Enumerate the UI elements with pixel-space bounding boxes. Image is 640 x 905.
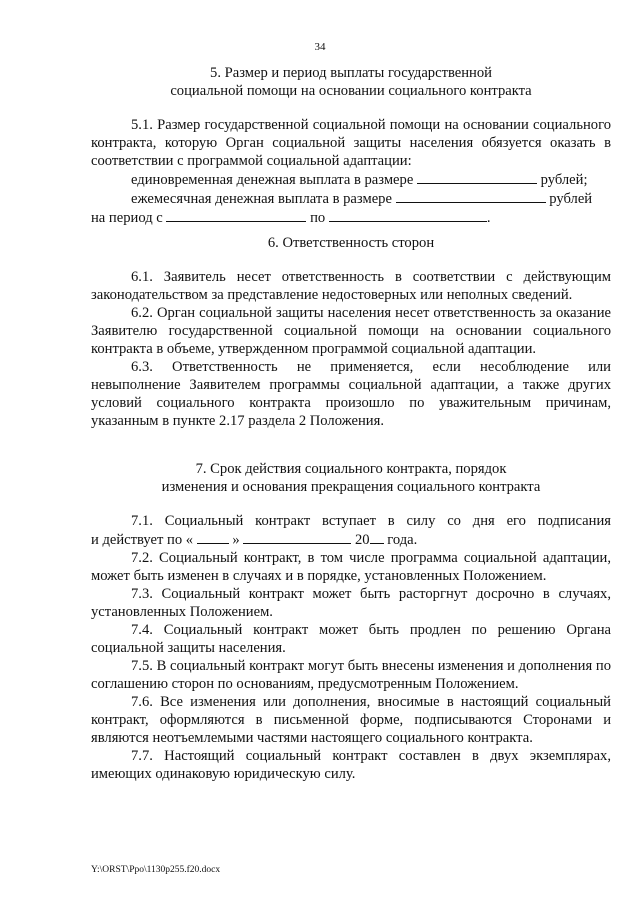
paragraph-7-1-line-2	[91, 530, 611, 549]
monthly-payment-line	[91, 189, 611, 208]
section-7-body	[91, 512, 611, 783]
contract-year-blank	[370, 530, 384, 544]
contract-date-suffix: года.	[387, 532, 418, 548]
section-7-title-line-2: изменения и основания прекращения социального контракта	[161, 479, 541, 495]
section-7-title-line-1: 7. Срок действия социального контракта, порядок	[195, 461, 507, 477]
section-6-title: 6. Ответственность сторон	[267, 235, 435, 251]
contract-day-blank	[197, 530, 229, 544]
paragraph-6-2: 6.2. Орган социальной защиты населения несет ответственность за оказание Заявителю государственной социальной помощи на основании социального контракта в объеме, утвержденном программой социальной адаптации.	[91, 305, 611, 357]
section-5-title-line-1: 5. Размер и период выплаты государственной	[210, 65, 492, 81]
monthly-payment-blank	[396, 189, 546, 203]
paragraph-7-3: 7.3. Социальный контракт может быть расторгнут досрочно в случаях, установленных Положением.	[91, 586, 611, 620]
page-number: 34	[314, 41, 326, 53]
period-from-blank	[166, 208, 306, 222]
paragraph-7-2: 7.2. Социальный контракт, в том числе программа социальной адаптации, может быть изменен в случаях и в порядке, установленных Положением.	[91, 550, 611, 584]
period-to-label: по	[310, 210, 326, 226]
contract-year-prefix: 20	[355, 532, 370, 548]
one-time-payment-label: единовременная денежная выплата в размере	[131, 172, 414, 188]
period-from-label: на период с	[91, 210, 163, 226]
section-5-title-line-2: социальной помощи на основании социального контракта	[170, 83, 532, 99]
period-to-blank	[329, 208, 487, 222]
contract-date-prefix: и действует по «	[91, 532, 194, 548]
monthly-payment-label: ежемесячная денежная выплата в размере	[131, 191, 392, 207]
paragraph-5-1: 5.1. Размер государственной социальной помощи на основании социального контракта, которую Орган социальной защиты населения обязуется оказать в соответствии с программой социальной адаптации:	[91, 117, 611, 169]
period-line: на период с по .	[91, 210, 491, 226]
monthly-payment-unit: рублей	[549, 191, 593, 207]
contract-date-quote: »	[232, 532, 240, 548]
section-5-body	[91, 116, 611, 227]
contract-month-blank	[243, 530, 351, 544]
paragraph-6-1: 6.1. Заявитель несет ответственность в соответствии с действующим законодательством за представление недостоверных или неполных сведений.	[91, 269, 611, 303]
file-path-footer: Y:\ORST\Ppo\1130p255.f20.docx	[91, 865, 221, 875]
section-7-title	[91, 460, 611, 496]
section-6-body	[91, 268, 611, 430]
one-time-payment-blank	[417, 170, 537, 184]
section-5-title	[91, 64, 611, 100]
paragraph-7-4: 7.4. Социальный контракт может быть продлен по решению Органа социальной защиты населения.	[91, 622, 611, 656]
paragraph-6-3: 6.3. Ответственность не применяется, если несоблюдение или невыполнение Заявителем программы социальной адаптации, а также других условий социального контракта произошло по уважительным причинам, указанным в пункте 2.17 раздела 2 Положения.	[91, 359, 611, 429]
paragraph-7-6: 7.6. Все изменения или дополнения, вносимые в настоящий социальный контракт, оформляются в письменной форме, подписываются Сторонами и являются неотъемлемыми частями настоящего социального контракта.	[91, 694, 611, 746]
one-time-payment-unit: рублей;	[540, 172, 588, 188]
paragraph-7-5: 7.5. В социальный контракт могут быть внесены изменения и дополнения по соглашению сторон по основаниям, предусмотренным Положением.	[91, 658, 611, 692]
paragraph-7-7: 7.7. Настоящий социальный контракт составлен в двух экземплярах, имеющих одинаковую юридическую силу.	[91, 748, 611, 782]
paragraph-7-1-line-1: 7.1. Социальный контракт вступает в силу со дня его подписания	[131, 513, 611, 529]
one-time-payment-line	[91, 170, 611, 189]
